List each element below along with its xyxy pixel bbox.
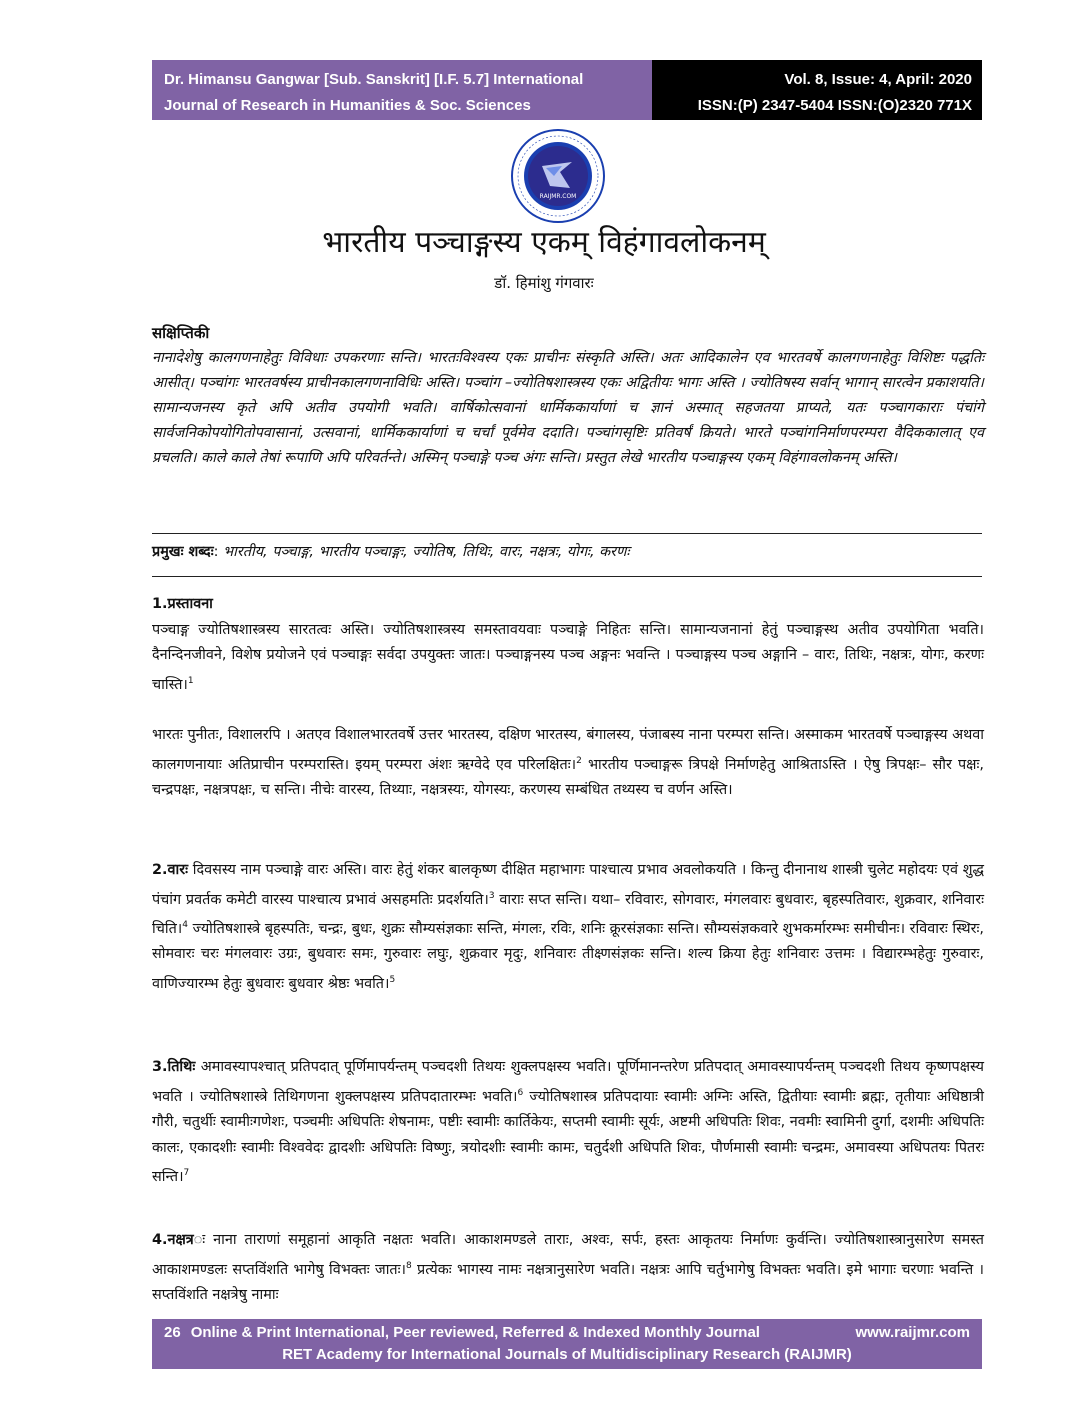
- page-number: 26: [164, 1324, 181, 1341]
- keywords-label: प्रमुखः शब्दः: [152, 544, 214, 560]
- raijmr-seal-icon: [510, 128, 606, 224]
- footer-line1: [164, 1322, 970, 1344]
- section-paragraph: पञ्चाङ्ग ज्योतिषशास्त्रस्य सारतत्वः अस्ति। ज्योतिषशास्त्रस्य समस्तावयवाः पञ्चाङ्गे निहितः सन्ति। सामान्यजनानां हेतुं पञ्चाङ्गस्थ अतीव उपयोगिता भवति। दैनन्दिनजीवने, विशेष प्रयोजने एवं पञ्चाङ्गः सर्वदा उपयुक्तः जातः। पञ्चाङ्गनस्य पञ्च अङ्गनः भवन्ति । पञ्चाङ्गस्य पञ्च अङ्गानि – वारः, तिथिः, नक्षत्रः, योगः, करणः चास्ति।$^1$: [152, 621, 984, 693]
- paper-author: डॉ. हिमांशु गंगवारः: [494, 274, 594, 292]
- header-issn: ISSN:(P) 2347-5404 ISSN:(O)2320 771X: [697, 97, 972, 114]
- section-paragraph: भारतः पुनीतः, विशालरपि । अतएव विशालभारतवर्षे उत्तर भारतस्य, दक्षिण भारतस्य, बंगालस्य, पंजाबस्य नाना परम्परा सन्ति। अस्माकम भारतवर्षे पञ्चाङ्गस्य अथवा कालगणनायाः अतिप्राचीन परम्परास्ति। इयम् परम्परा अंशः ऋग्वेदे एव परिलक्षितः।$^2$ भारतीय पञ्चाङ्गरू त्रिपक्षे निर्माणहेतु आश्रिताऽस्ति । ऐषु त्रिपक्षः– सौर पक्षः, चन्द्रपक्षः, नक्षत्रपक्षः, च सन्ति। नीचेः वारस्य, तिथ्याः, नक्षत्रस्यः, योगस्यः, करणस्य सम्बंधित तथ्यस्य च वर्णन अस्ति।: [152, 727, 984, 799]
- footnote-ref: 6: [517, 1087, 524, 1098]
- journal-header: [152, 60, 982, 120]
- header-issue-info: [652, 60, 982, 120]
- header-journal-line: Journal of Research in Humanities & Soc. Sciences: [164, 97, 531, 114]
- raijmr-logo: [510, 128, 606, 224]
- section-paragraph: 4.नक्षत्रः नाना ताराणां समूहानां आकृति नक्षतः भवति। आकाशमण्डले ताराः, अश्वः, सर्पः, हस्तः आकृतयः निर्माणः कुर्वन्ति। ज्योतिषशास्त्रानुसारेण समस्त आकाशमण्डलः सप्तविंशति भागेषु विभक्तः जातः।$^8$ प्रत्येकः भागस्य नामः नक्षत्रानुसारेण भवति। नक्षत्रः आपि चर्तुभागेषु विभक्तः भवति। इमे भागाः चरणाः भवन्ति । सप्तविंशति नक्षत्रेषु नामाः: [152, 1232, 984, 1303]
- section-title: 4.नक्षत्र: [152, 1232, 194, 1248]
- section-vara: [152, 858, 984, 997]
- abstract-text: नानादेशेषु कालगणनाहेतुः विविधाः उपकरणाः सन्ति। भारतःविश्वस्य एकः प्राचीनः संस्कृति अस्ति। अतः आदिकालेन एव भारतवर्षे कालगणनाहेतुः विशिष्टः पद्धतिः आसीत्। पञ्चांगः भारतवर्षस्य प्राचीनकालगणनाविधिः अस्ति। पञ्चांग –ज्योतिषशास्त्रस्य एकः अद्वितीयः भागः अस्ति । ज्योतिषस्य सर्वान् भागान् सारत्वेन प्रकाशयति। सामान्यजनस्य कृते अपि अतीव उपयोगी भवति। वार्षिकोत्सवानां धार्मिककार्याणां च ज्ञानं अस्मात् सहजतया प्राप्यते, यतः पञ्चागकाराः पंचांगे सार्वजनिकोपयोगितोपवासानां, उत्सवानां, धार्मिककार्याणां च चर्चां पूर्वमेव ददाति। पञ्चांगसृष्टिः प्रतिवर्षं क्रियते। भारते पञ्चांगनिर्माणपरम्परा वैदिककालात् एव प्रचलति। काले काले तेषां रूपाणि अपि परिवर्तन्ते। अस्मिन् पञ्चाङ्गे पञ्च अंगः सन्ति। प्रस्तुत लेखे भारतीय पञ्चाङ्गस्य एकम् विहंगावलोकनम् अस्ति।: [152, 350, 984, 466]
- footnote-ref: 3: [488, 890, 495, 901]
- divider-top: [152, 533, 982, 534]
- svg-text:RAIJMR.COM: RAIJMR.COM: [539, 193, 577, 200]
- header-journal-info: [152, 60, 652, 120]
- section-title: 1.प्रस्तावना: [152, 596, 213, 612]
- journal-footer: [152, 1319, 982, 1369]
- section-title: 2.वारः: [152, 862, 189, 878]
- footnote-ref: 5: [389, 974, 396, 985]
- section-nakshatra: [152, 1228, 984, 1309]
- section-paragraph: 3.तिथिः अमावस्यापश्चात् प्रतिपदात् पूर्णिमापर्यन्तम् पञ्चदशी तिथयः शुक्लपक्षस्य भवति। पूर्णिमानन्तरेण प्रतिपदात् अमावस्यापर्यन्तम् पञ्चदशी तिथय कृष्णपक्षस्य भवति । ज्योतिषशास्त्रे तिथिगणना शुक्लपक्षस्य प्रतिपदातारम्भः भवति।$^6$ ज्योतिषशास्त्र प्रतिपदायाः स्वामीः अग्निः अस्ति, द्वितीयाः स्वामीः ब्रह्मः, तृतीयाः अधिष्ठात्री गौरी, चतुर्थीः स्वामीःगणेशः, पञ्चमीः अधिपतिः शेषनामः, पष्टीः स्वामीः कार्तिकेयः, सप्तमी स्वामीः सूर्यः, अष्टमी अधिपतिः शिवः, नवमीः स्वामिनी दुर्गा, दशमीः अधिपतिः कालः, एकादशीः स्वामीः विश्ववेदः द्वादशीः अधिपतिः विष्णुः, त्रयोदशीः स्वामीः कामः, चतुर्दशी अधिपति शिवः, पौर्णमासी स्वामीः चन्द्रमः, अमावस्या अधिपतयः पितरः सन्ति।$^7$: [152, 1059, 984, 1185]
- footnote-ref: 4: [182, 919, 188, 930]
- footer-journal-type: Online & Print International, Peer reviewed, Referred & Indexed Monthly Journal: [190, 1324, 760, 1341]
- header-volume: Vol. 8, Issue: 4, April: 2020: [784, 71, 972, 88]
- footer-url-link[interactable]: www.raijmr.com: [855, 1324, 970, 1341]
- paper-title: भारतीय पञ्चाङ्गस्य एकम् विहंगावलोकनम्: [322, 225, 766, 260]
- section-title: 3.तिथिः: [152, 1059, 196, 1075]
- header-author-line: Dr. Himansu Gangwar [Sub. Sanskrit] [I.F. 5.7] International: [164, 71, 584, 88]
- footnote-ref: 2: [576, 755, 582, 766]
- footnote-ref: 7: [183, 1168, 190, 1179]
- section-introduction: [152, 592, 984, 804]
- footer-publisher: RET Academy for International Journals of Multidisciplinary Research (RAIJMR): [282, 1346, 852, 1363]
- footnote-ref: 1: [187, 675, 194, 686]
- footnote-ref: 8: [405, 1260, 412, 1271]
- keywords: प्रमुखः शब्दः: भारतीय, पञ्चाङ्ग, भारतीय पञ्चाङ्गः, ज्योतिष, तिथिः, वारः, नक्षत्रः, योगः, करणः: [152, 544, 630, 560]
- section-tithi: [152, 1055, 984, 1191]
- divider-bottom: [152, 576, 982, 577]
- section-paragraph: 2.वारः दिवसस्य नाम पञ्चाङ्गे वारः अस्ति। वारः हेतुं शंकर बालकृष्ण दीक्षित महाभागः पाश्चात्य प्रभाव अवलोकयति । किन्तु दीनानाथ शास्त्री चुलेट महोदयः एवं शुद्ध पंचांग प्रवर्तक कमेटी वारस्य पाश्चात्य प्रभावं असहमतिः प्रदर्शयति।$^3$ वाराः सप्त सन्ति। यथा– रविवारः, सोगवारः, मंगलवारः बुधवारः, बृहस्पतिवारः, शुक्रवार, शनिवारः चिति।$^4$ ज्योतिषशास्त्रे बृहस्पतिः, चन्द्रः, बुधः, शुक्रः सौम्यसंज्ञकाः सन्ति, मंगलः, रविः, शनिः क्रूरसंज्ञकाः सन्ति। सौम्यसंज्ञकवारे शुभकर्मारम्भः समीचीनः। रविवारः स्थिरः, सोमवारः चरः मंगलवारः उग्रः, बुधवारः समः, गुरुवारः लघुः, शुक्रवार मृदुः, शनिवारः तीक्ष्णसंज्ञकः सन्ति। शल्य क्रिया हेतुः शनिवारः उत्तमः । विद्यारम्भहेतुः गुरुवारः, वाणिज्यारम्भ हेतुः बुधवारः बुधवार श्रेष्ठः भवति।$^5$: [152, 862, 985, 992]
- keywords-list: भारतीय, पञ्चाङ्ग, भारतीय पञ्चाङ्गः, ज्योतिष, तिथिः, वारः, नक्षत्रः, योगः, करणः: [223, 544, 630, 560]
- abstract-heading: सक्षिप्तिकी: [152, 324, 210, 342]
